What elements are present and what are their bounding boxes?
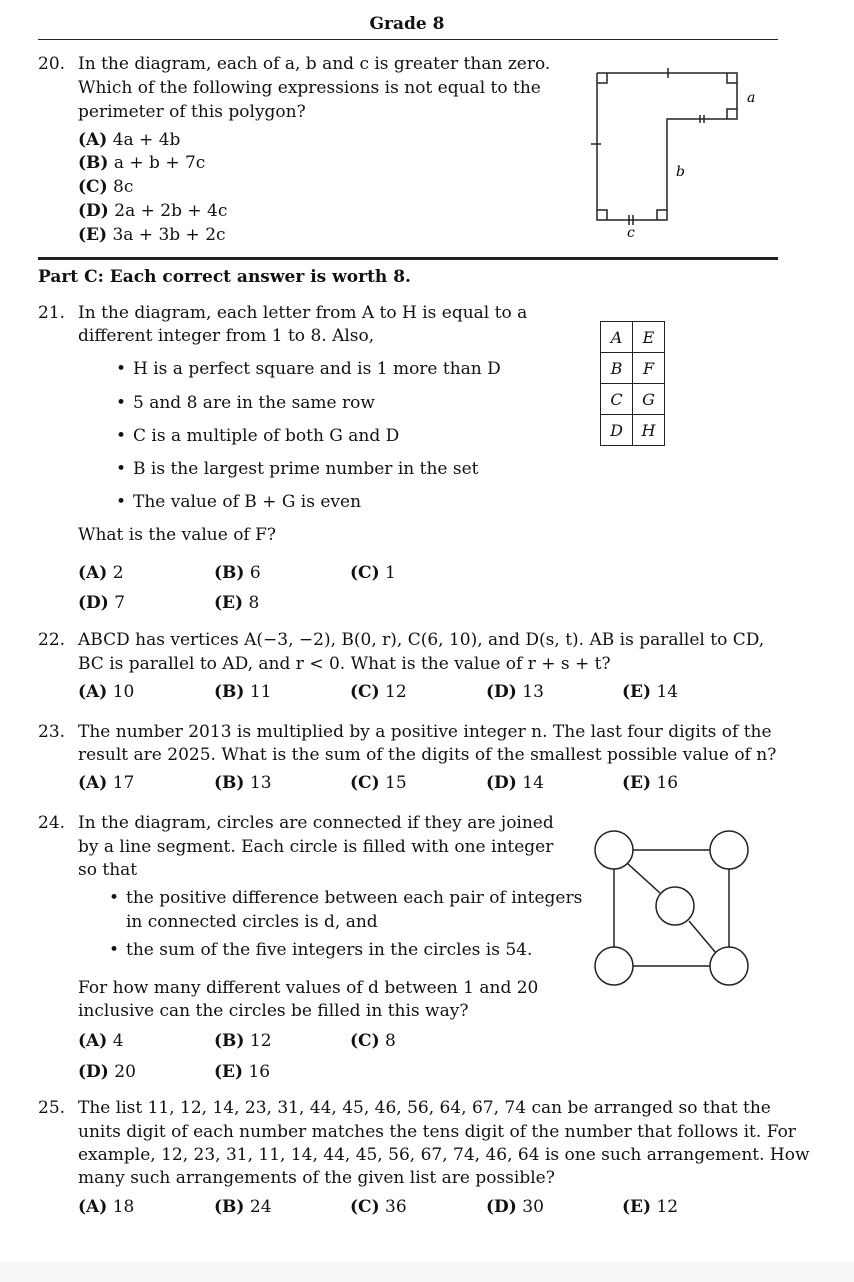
q22-option-d[interactable] bbox=[486, 681, 544, 704]
circles-diagram bbox=[590, 826, 755, 991]
q20-number: 20. bbox=[38, 54, 66, 74]
polygon-diagram bbox=[585, 60, 775, 245]
option-label: (E) bbox=[214, 1062, 244, 1082]
q20-option-b[interactable] bbox=[78, 152, 205, 175]
letter-grid bbox=[600, 321, 665, 446]
option-text: 4a + 4b bbox=[112, 130, 181, 150]
option-text: 15 bbox=[385, 773, 407, 793]
option-text: 16 bbox=[656, 773, 679, 793]
q23-number: 23. bbox=[38, 722, 66, 742]
option-label: (E) bbox=[622, 1197, 652, 1217]
q21-question: What is the value of F? bbox=[78, 525, 277, 545]
q21-option-e[interactable] bbox=[214, 592, 259, 615]
part-c-heading: Part C: Each correct answer is worth 8. bbox=[38, 267, 411, 287]
q21-condition: • The value of B + G is even bbox=[133, 491, 361, 514]
option-text: 24 bbox=[249, 1197, 272, 1217]
option-text: 8 bbox=[248, 593, 260, 613]
option-label: (D) bbox=[486, 773, 517, 793]
option-text: 17 bbox=[112, 773, 135, 793]
q24-option-b[interactable] bbox=[214, 1030, 272, 1053]
part-c-divider bbox=[38, 257, 778, 260]
q21-condition: • H is a perfect square and is 1 more than D bbox=[133, 358, 501, 381]
option-label: (D) bbox=[486, 1197, 517, 1217]
q23-option-e[interactable] bbox=[622, 772, 678, 795]
q21-option-d[interactable] bbox=[78, 592, 125, 615]
option-label: (C) bbox=[78, 177, 108, 197]
q23-option-b[interactable] bbox=[214, 772, 272, 795]
option-label: (C) bbox=[350, 563, 380, 583]
q22-option-e[interactable] bbox=[622, 681, 678, 704]
q21-number: 21. bbox=[38, 303, 66, 323]
option-label: (A) bbox=[78, 1031, 108, 1051]
connector-line bbox=[627, 863, 660, 893]
option-label: (C) bbox=[350, 682, 380, 702]
option-text: 12 bbox=[656, 1197, 679, 1217]
q22-option-c[interactable] bbox=[350, 681, 407, 704]
grid-cell: D bbox=[601, 415, 633, 446]
option-text: 13 bbox=[249, 773, 272, 793]
q23-option-d[interactable] bbox=[486, 772, 544, 795]
q24-condition: • the sum of the five integers in the circles is 54. bbox=[126, 939, 532, 962]
label-c: c bbox=[627, 225, 635, 241]
option-label: (E) bbox=[78, 225, 108, 245]
grid-cell: F bbox=[633, 353, 665, 384]
option-text: 3a + 3b + 2c bbox=[112, 225, 226, 245]
q24-number: 24. bbox=[38, 813, 66, 833]
q23-option-a[interactable] bbox=[78, 772, 134, 795]
label-b: b bbox=[676, 164, 685, 180]
header-divider bbox=[38, 39, 778, 40]
option-label: (E) bbox=[214, 593, 244, 613]
q25-number: 25. bbox=[38, 1098, 66, 1118]
option-text: 1 bbox=[385, 563, 396, 583]
option-text: 2 bbox=[112, 563, 124, 583]
grid-cell: B bbox=[601, 353, 633, 384]
grid-cell: G bbox=[633, 384, 665, 415]
q24-option-a[interactable] bbox=[78, 1030, 124, 1053]
option-label: (C) bbox=[350, 1197, 380, 1217]
option-text: 18 bbox=[112, 1197, 135, 1217]
option-label: (A) bbox=[78, 563, 108, 583]
grid-cell: H bbox=[633, 415, 665, 446]
page-bottom-edge bbox=[0, 1262, 854, 1282]
q21-option-c[interactable] bbox=[350, 562, 396, 585]
q24-option-d[interactable] bbox=[78, 1061, 136, 1084]
grid-cell: A bbox=[601, 322, 633, 353]
q25-option-d[interactable] bbox=[486, 1196, 544, 1219]
q20-option-a[interactable] bbox=[78, 129, 180, 152]
option-text: 20 bbox=[114, 1062, 136, 1082]
option-label: (E) bbox=[622, 773, 652, 793]
option-text: 11 bbox=[249, 682, 272, 702]
option-text: 16 bbox=[248, 1062, 271, 1082]
circle-top-left bbox=[595, 831, 633, 869]
option-text: 6 bbox=[249, 563, 261, 583]
q23-option-c[interactable] bbox=[350, 772, 407, 795]
q25-text-line: many such arrangements of the given list are possible? bbox=[78, 1168, 555, 1188]
option-text: 10 bbox=[112, 682, 135, 702]
option-label: (B) bbox=[214, 1197, 245, 1217]
option-label: (A) bbox=[78, 773, 108, 793]
connector-line bbox=[689, 921, 716, 953]
q21-text-line: In the diagram, each letter from A to H is equal to a bbox=[78, 303, 528, 323]
option-label: (D) bbox=[486, 682, 517, 702]
option-label: (D) bbox=[78, 593, 109, 613]
option-label: (D) bbox=[78, 201, 109, 221]
q25-text-line: The list 11, 12, 14, 23, 31, 44, 45, 46, 56, 64, 67, 74 can be arranged so that the bbox=[78, 1098, 771, 1118]
circle-top-right bbox=[710, 831, 748, 869]
q25-option-c[interactable] bbox=[350, 1196, 407, 1219]
option-label: (B) bbox=[214, 682, 245, 702]
q21-text-line: different integer from 1 to 8. Also, bbox=[78, 326, 375, 346]
option-label: (E) bbox=[622, 682, 652, 702]
q21-condition: • 5 and 8 are in the same row bbox=[133, 392, 375, 415]
q20-option-c[interactable] bbox=[78, 176, 133, 199]
circle-bottom-left bbox=[595, 947, 633, 985]
option-label: (C) bbox=[350, 1031, 380, 1051]
label-a: a bbox=[747, 90, 756, 106]
option-label: (B) bbox=[214, 773, 245, 793]
q25-option-a[interactable] bbox=[78, 1196, 134, 1219]
option-label: (C) bbox=[350, 773, 380, 793]
option-text: 2a + 2b + 4c bbox=[114, 201, 228, 221]
option-label: (B) bbox=[214, 1031, 245, 1051]
q24-question-line: For how many different values of d between 1 and 20 bbox=[78, 978, 539, 998]
page-title: Grade 8 bbox=[369, 14, 445, 34]
option-text: a + b + 7c bbox=[113, 153, 206, 173]
q20-option-e[interactable] bbox=[78, 224, 226, 247]
option-text: 14 bbox=[656, 682, 679, 702]
circle-center bbox=[656, 887, 694, 925]
q24-option-c[interactable] bbox=[350, 1030, 396, 1053]
q24-text-line: so that bbox=[78, 860, 138, 880]
q22-option-a[interactable] bbox=[78, 681, 134, 704]
q24-condition-cont: in connected circles is d, and bbox=[126, 912, 378, 932]
option-label: (A) bbox=[78, 682, 108, 702]
option-text: 13 bbox=[522, 682, 544, 702]
option-label: (A) bbox=[78, 1197, 108, 1217]
q20-option-d[interactable] bbox=[78, 200, 227, 223]
option-label: (D) bbox=[78, 1062, 109, 1082]
option-text: 12 bbox=[249, 1031, 272, 1051]
option-text: 4 bbox=[112, 1031, 124, 1051]
q24-text-line: In the diagram, circles are connected if they are joined bbox=[78, 813, 554, 833]
polygon-outline bbox=[597, 73, 737, 220]
option-text: 12 bbox=[385, 682, 407, 702]
grid-cell: C bbox=[601, 384, 633, 415]
q25-text-line: example, 12, 23, 31, 11, 14, 44, 45, 56, 67, 74, 46, 64 is one such arrangement. How bbox=[78, 1145, 810, 1165]
q24-question-line: inclusive can the circles be filled in this way? bbox=[78, 1001, 469, 1021]
q24-option-e[interactable] bbox=[214, 1061, 270, 1084]
q20-text-line: perimeter of this polygon? bbox=[78, 102, 306, 122]
option-label: (B) bbox=[214, 563, 245, 583]
option-label: (B) bbox=[78, 153, 109, 173]
option-text: 7 bbox=[114, 593, 126, 613]
q25-option-b[interactable] bbox=[214, 1196, 272, 1219]
q21-option-a[interactable] bbox=[78, 562, 124, 585]
q22-option-b[interactable] bbox=[214, 681, 272, 704]
q23-text-line: result are 2025. What is the sum of the digits of the smallest possible value of n? bbox=[78, 745, 777, 765]
q24-text-line: by a line segment. Each circle is filled with one integer bbox=[78, 837, 554, 857]
q25-text-line: units digit of each number matches the tens digit of the number that follows it. For bbox=[78, 1122, 796, 1142]
q23-text-line: The number 2013 is multiplied by a positive integer n. The last four digits of the bbox=[78, 722, 772, 742]
q20-text-line: In the diagram, each of a, b and c is greater than zero. bbox=[78, 54, 551, 74]
q22-number: 22. bbox=[38, 630, 66, 650]
q20-text-line: Which of the following expressions is not equal to the bbox=[78, 78, 541, 98]
grid-cell: E bbox=[633, 322, 665, 353]
q22-text-line: BC is parallel to AD, and r < 0. What is the value of r + s + t? bbox=[78, 654, 611, 674]
option-label: (A) bbox=[78, 130, 108, 150]
option-text: 8c bbox=[113, 177, 134, 197]
option-text: 14 bbox=[522, 773, 544, 793]
circle-bottom-right bbox=[710, 947, 748, 985]
q22-text-line: ABCD has vertices A(−3, −2), B(0, r), C(6, 10), and D(s, t). AB is parallel to CD, bbox=[78, 630, 765, 650]
option-text: 8 bbox=[385, 1031, 396, 1051]
q21-condition: • B is the largest prime number in the set bbox=[133, 458, 478, 481]
q21-option-b[interactable] bbox=[214, 562, 261, 585]
q21-condition: • C is a multiple of both G and D bbox=[133, 425, 399, 448]
option-text: 36 bbox=[385, 1197, 407, 1217]
q25-option-e[interactable] bbox=[622, 1196, 678, 1219]
option-text: 30 bbox=[522, 1197, 544, 1217]
q24-condition: • the positive difference between each pair of integers bbox=[126, 887, 582, 910]
